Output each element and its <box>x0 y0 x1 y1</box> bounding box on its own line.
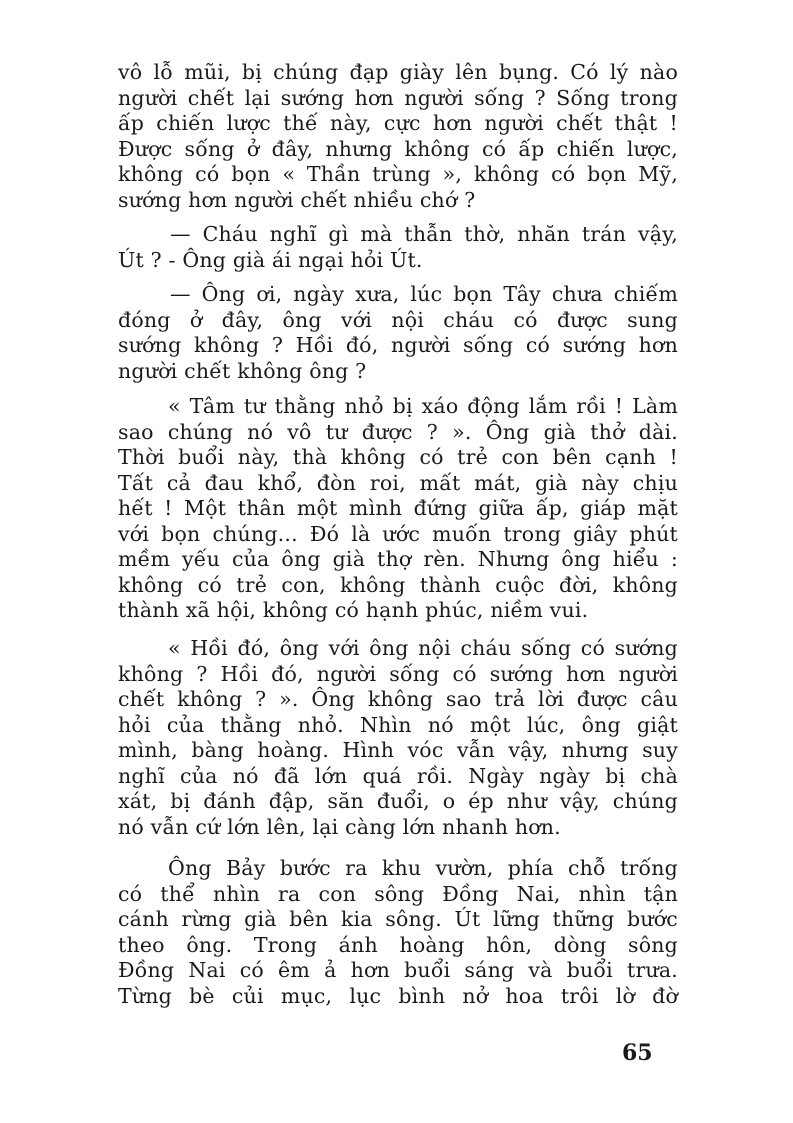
text-line: không có trẻ con, không thành cuộc đời, không <box>118 572 678 597</box>
text-line: Đồng Nai có êm ả hơn buổi sáng và buổi trưa. <box>118 958 678 982</box>
text-line: đóng ở đây, ông với nội cháu có được sung <box>118 307 678 332</box>
text-line: với bọn chúng... Đó là ước muốn trong giây phút <box>118 521 678 546</box>
text-line: hỏi của thằng nhỏ. Nhìn nó một lúc, ông giật <box>118 712 678 737</box>
text-line: « Tâm tư thằng nhỏ bị xáo động lắm rồi ! Làm <box>168 394 678 418</box>
text-line: cánh rừng già bên kia sông. Út lững thững bước <box>118 907 678 931</box>
text-line: theo ông. Trong ánh hoàng hôn, dòng sông <box>118 932 678 957</box>
text-line: không ? Hồi đó, người sống có sướng hơn người <box>118 661 678 686</box>
text-line: sao chúng nó vô tư được ? ». Ông già thở dài. <box>118 419 678 444</box>
text-line: Út ? - Ông già ái ngại hỏi Út. <box>118 247 423 272</box>
text-line: xát, bị đánh đập, săn đuổi, o ép như vậy, chúng <box>118 789 678 813</box>
paragraph-4 <box>118 394 678 624</box>
paragraph-5 <box>118 636 678 840</box>
text-line: sướng hơn người chết nhiều chớ ? <box>118 187 476 212</box>
text-line: Ông Bảy bước ra khu vườn, phía chỗ trống <box>168 856 678 880</box>
text-line: không có bọn « Thần trùng », không có bọn Mỹ, <box>118 162 678 186</box>
text-line: người chết không ông ? <box>118 358 367 383</box>
text-line: sướng không ? Hồi đó, người sống có sướng hơn <box>118 333 678 357</box>
text-line: Từng bè củi mục, lục bình nở hoa trôi lờ đờ <box>118 983 678 1008</box>
text-line: thành xã hội, không có hạnh phúc, niềm vui. <box>118 598 589 622</box>
paragraph-1 <box>118 60 678 213</box>
text-line: mình, bàng hoàng. Hình vóc vẫn vậy, nhưng suy <box>118 738 678 762</box>
text-line: Thời buổi này, thà không có trẻ con bên cạnh ! <box>118 445 678 469</box>
text-line: — Cháu nghĩ gì mà thẫn thờ, nhăn trán vậy, <box>170 222 678 246</box>
text-line: người chết lại sướng hơn người sống ? Sống trong <box>118 85 678 110</box>
paragraph-2 <box>118 222 678 273</box>
text-line: nghĩ của nó đã lớn quá rồi. Ngày ngày bị chà <box>118 763 678 788</box>
text-line: vô lỗ mũi, bị chúng đạp giày lên bụng. Có lý nào <box>118 60 678 84</box>
paragraph-3 <box>118 282 678 384</box>
text-line: ấp chiến lược thế này, cực hơn người chết thật ! <box>118 111 678 135</box>
text-line: hết ! Một thân một mình đứng giữa ấp, giáp mặt <box>118 496 678 520</box>
text-line: — Ông ơi, ngày xưa, lúc bọn Tây chưa chiếm <box>170 282 678 306</box>
page-number: 65 <box>622 1040 653 1066</box>
text-line: mềm yếu của ông già thợ rèn. Nhưng ông hiểu : <box>118 547 678 571</box>
text-line: nó vẫn cứ lớn lên, lại càng lớn nhanh hơn. <box>118 814 561 839</box>
text-line: có thể nhìn ra con sông Đồng Nai, nhìn tận <box>118 881 678 906</box>
text-line: Tất cả đau khổ, đòn roi, mất mát, già này chịu <box>118 470 678 495</box>
text-line: Được sống ở đây, nhưng không có ấp chiến lược, <box>118 136 678 161</box>
text-line: « Hồi đó, ông với ông nội cháu sống có sướng <box>168 636 678 660</box>
paragraph-6 <box>118 856 678 1009</box>
text-line: chết không ? ». Ông không sao trả lời được câu <box>118 687 678 711</box>
